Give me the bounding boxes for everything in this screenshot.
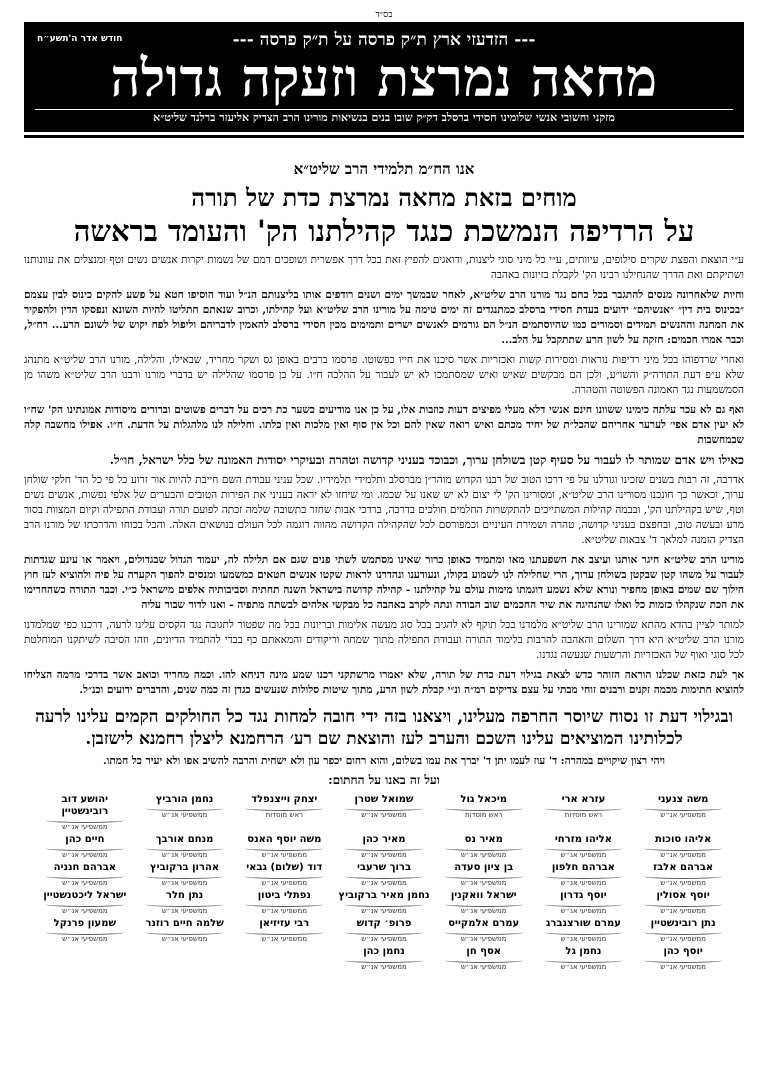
- signature-title: ממשפיעי אנ״ש: [161, 935, 208, 943]
- signature-name: ישראל ליכטנשטיין: [43, 890, 127, 901]
- signature: [537, 918, 631, 943]
- signature-name: רבי עזיזיאן: [259, 918, 310, 929]
- signature: [537, 890, 631, 915]
- signature-name: בן ציון סעדה: [454, 862, 514, 873]
- signature-name: אסף חן: [466, 946, 502, 957]
- signature-title: ממשפיעי אנ״ש: [161, 907, 208, 915]
- closing-prayer: ויהי רצון שיקויים במהרה: ד' עוז לעמו יתן ד' יברך את עמו בשלום, והוא רחום יכפר עון ולא ישחית והרבה להשיב אפו ולא יעיר כל חמתו.: [103, 755, 665, 767]
- body-text: [24, 253, 744, 698]
- signature-title: ממשפיעי אנ״ש: [660, 851, 706, 859]
- signature-title: ממשפיעי אנ״ש: [261, 851, 308, 859]
- signature: [437, 946, 531, 971]
- signature: [636, 946, 730, 971]
- signature-title: ממשפיעי אנ״ש: [361, 963, 407, 971]
- signature-title: ממשפיעי אנ״ש: [560, 907, 607, 915]
- banner-title: מחאה נמרצת וזעקה גדולה: [110, 48, 658, 109]
- signature-name: יהושע דוב רובינשטיין: [61, 794, 109, 817]
- signature: [337, 946, 431, 971]
- signature-title: ממשפיעי אנ״ש: [660, 879, 706, 887]
- signature: [636, 794, 730, 831]
- signature-name: עמרם אלמקייס: [448, 918, 520, 929]
- signature-name: אברהם חלפון: [551, 862, 615, 873]
- signature-name: עמרם שורצנברג: [545, 918, 621, 929]
- signature-name: נפתלי ביטון: [257, 890, 311, 901]
- signature-name: נתן רובינשטיין: [650, 918, 716, 929]
- signature-title: ממשפיעי אנ״ש: [460, 851, 507, 859]
- signature-name: מיכאל גול: [460, 794, 508, 805]
- signature-title: ממשפיעי אנ״ש: [361, 811, 407, 819]
- signature: [537, 794, 631, 831]
- signature-name: שמעון פרנקל: [53, 918, 117, 929]
- signature-title: ממשפיעי אנ״ש: [261, 935, 308, 943]
- signature: [437, 918, 531, 943]
- header-banner: [24, 22, 744, 132]
- signature-name: יצחק וייצנפלד: [251, 794, 318, 805]
- signature-name: מאיר כהן: [362, 834, 406, 845]
- signature-name: נחמן הורביץ: [155, 794, 214, 805]
- signature-title: ממשפיעי אנ״ש: [161, 811, 208, 819]
- signature-title: ממשפיעי אנ״ש: [560, 879, 607, 887]
- signature: [337, 794, 431, 831]
- signature-name: יוסף גדרון: [560, 890, 607, 901]
- signature: [537, 834, 631, 859]
- signature-name: ברוך שרעבי: [356, 862, 412, 873]
- signature-title: ממשפיעי אנ״ש: [660, 811, 706, 819]
- proclamation-page: [24, 10, 744, 1082]
- signature: [237, 834, 331, 859]
- signature-name: משה יוסף האנס: [247, 834, 322, 845]
- signature-name: עזרא ארי: [561, 794, 606, 805]
- heading-protest: מוחים בזאת מחאה נמרצת כדת של תורה: [191, 183, 577, 212]
- big-statement: ובגילוי דעת זו נסוח שיוסר החרפה מעלינו, ויצאנו בזה ידי חובה למחות נגד כל החולקים הקמים עלינו לרעה לכלותינו המוציאים עלינו השכם והערב לעז והוצאת שם רע׳ הרחמנא ליצלן רחמנא לישזבן.: [35, 707, 733, 749]
- paragraph-8: למותר לציין בהדא מהתא שמורינו הרב שליט״א מלמדנו בכל תוקף לא להגיב בכל סוג מעשה אלימות ובריונות בכל מה שפטור לתגובה נגד הקסים עלינו לרעה, דרכנו כפי שמלמדנו מורנו הרב שליט״א היא דרך השלום והאהבה להרבות בלימוד התורה ועבודת התפילה מתוך שמחה וריקודים והמאאתם כף בבדי להתמיד הדיונים, וזהו הסיבה לשיתקנו המוחלטת לכל סוגי ואוף של האכזריות והרשעות שנעשה נגדנו.: [24, 619, 744, 661]
- signature-title: ממשפיעי אנ״ש: [361, 907, 407, 915]
- signature-name: אליהו מזרחי: [554, 834, 612, 845]
- signature-title: ממשפיעי אנ״ש: [261, 879, 308, 887]
- signature-name: אהרון ברקוביץ: [150, 862, 220, 873]
- signature-name: יוסף אסולין: [656, 890, 710, 901]
- signature: [636, 834, 730, 859]
- signature-title: ראש מוסדות: [465, 811, 503, 819]
- paragraph-5: כאילו ויש אדם שמותר לו לעבור על סעיף קטן בשולחן ערוך, וכבוכד בעניני קדושה וטהרה ובעיקרי יסודות האמונה של כלל ישראל, חו״ל.: [109, 453, 744, 467]
- signature: [237, 890, 331, 915]
- signature: [138, 890, 232, 915]
- signature-title: ממשפיעי אנ״ש: [660, 935, 706, 943]
- signature-list: [24, 794, 744, 971]
- signature-title: ממשפיעי אנ״ש: [660, 907, 706, 915]
- signature-name: דוד (שלום) גבאי: [246, 862, 323, 873]
- signature-title: ממשפיעי אנ״ש: [660, 963, 706, 971]
- signature-title: ממשפיעי אנ״ש: [460, 879, 507, 887]
- signature: [237, 794, 331, 831]
- signature-name: יוסף כהן: [663, 946, 703, 957]
- signature-name: שלמה חיים רוזנר: [145, 918, 224, 929]
- signature-name: נחמן כהן: [363, 946, 405, 957]
- signature-name: מנחם אורבך: [155, 834, 214, 845]
- signature: [337, 890, 431, 915]
- signature-name: אברהם חנניה: [53, 862, 117, 873]
- signature-name: פרופ׳ קדוש: [356, 918, 412, 929]
- signatures-header: ועל זה באנו על החתום:: [328, 773, 440, 787]
- signature-name: אברהם אלבז: [653, 862, 714, 873]
- paragraph-7: מורינו הרב שליט״א חיגר אותנו ועיצב את השפעתנו מאו ומתמיד כאופן כרור שאינו מסתמש לשתי פנים שגם אם תלילה לה, יעמוד הגדול שבגדולים, ויאמר או עינע שגדתות לעבור על משהו קטן שבקטן בשולחן ערוך, הרי שחלילה לנו לשמוע בקולו, ונעודענו ונהדרנו לראות שקטו אנשים חטאים כמשמעו ומנסים להפוך הקערה על פיה ולהוציא לעז חוץ הילוך שם שמים באופן מחפיר ונורא שלא נשמע דוגמתו מימות עולם על קהילתנו - קהילה קדושה בישראל השנה תחתיה וסביבותיה אלפים מישראל כ״י. וכבר התורה כשהחרימו את הכת שנקהלו כזמות כל ואלו שהנהיגה את שיר החכמים שוב הבודה ונתה לקרב באהבה כל מבקשי אלהים לבשתה מתפיה - ואנו לדור שבור עליה: [24, 554, 744, 611]
- signature: [138, 918, 232, 943]
- signature-title: ממשפיעי אנ״ש: [460, 907, 507, 915]
- signature-name: מאיר נס: [464, 834, 503, 845]
- signature-title: ממשפיעי אנ״ש: [62, 935, 108, 943]
- signature-name: נחמן מאיר ברקוביץ: [338, 890, 430, 901]
- signature: [237, 918, 331, 943]
- signature-title: ראש מוסדות: [564, 811, 603, 819]
- signature: [636, 890, 730, 915]
- signature: [38, 918, 132, 943]
- top-note: בס״ד: [375, 10, 393, 20]
- signature: [636, 918, 730, 943]
- banner-strip: מזקני וחשובי אנשי שלומינו חסידי ברסלב דק״ק שובו בנים בנשיאות מורינו הרב הצדיק אליעזר ברלנד שליט״א: [35, 109, 733, 126]
- paragraph-1: ע״י הוצאת והפצת שקרים סילופים, עיוותים, ע״י כל מיני סוגי ליצנות, ודואגים להפיץ זאת בכל דרך אפשרית ושופכים דמם של נשמות יקרות אנשים נשים וטף ומנצלים את עוונותנו ושתיקתם ואת הדרך שהנחילנו רבינו הק' לקבלת בזיונות באהבה: [24, 254, 744, 281]
- signature: [437, 890, 531, 915]
- signature: [337, 862, 431, 887]
- signature: [38, 862, 132, 887]
- signature-title: ממשפיעי אנ״ש: [361, 851, 407, 859]
- signature-title: ממשפיעי אנ״ש: [62, 879, 108, 887]
- signature: [437, 794, 531, 831]
- signature-title: ממשפיעי אנ״ש: [361, 935, 407, 943]
- divider: [24, 135, 744, 138]
- signature: [138, 834, 232, 859]
- signature-title: ממשפיעי אנ״ש: [161, 879, 208, 887]
- signature: [337, 918, 431, 943]
- paragraph-2: וחיות שלאחרונה מנסים להתגבר בכל כחם נגד מורנו הרב שליט״א, לאחר שבמשך ימים ושנים רודפים אותו בליצנותם הנ״ל ועוד הוסיפו חטא על פשע להקים כינוס לבין עצמם ״בכינוס בית דין״ ״אנשיהם״ ידועים בעדת חסידי ברסלב כמתנגדים זה ימים טימה על מורינו הרב שליט״א ועל קהילתו, וכרוב שנאתם חתליטו להיות השונא ונפסקו הדין ולהפקיר את המחנה וההנשים תמידים וסמורים כמו שהיוסתמים הנ״ל הם גורמים לאנשים ישרים ותמימים מכין חסידי ברסלב להאמין לדבריהם וליפול לפח יקוש של לשונם הרע... רח״ל, וכבר אמרו חכמים: חזקה על לשון הרע שתתקבל על הלב...: [24, 289, 744, 346]
- signature: [537, 946, 631, 971]
- heading-persecution: על הרדיפה הנמשכת כנגד קהילתנו הק' והעומד בראשה: [73, 214, 695, 248]
- banner-subtitle: --- הזדעזי ארץ ת״ק פרסה על ת״ק פרסה ---: [232, 30, 536, 50]
- signature: [138, 862, 232, 887]
- signature-title: ממשפיעי אנ״ש: [62, 851, 108, 859]
- paragraph-9: אך לעת כזאת שכלנו הוראה הזוהר כדש לצאת בגילוי דעת כדת של תורה, שלא יאמרו מרשתקני רכנו שמע מינה דניחא להו. וכמה מחריד וכואב אשר בדרכי מרמה הצליחו להוציא חתימות מכמה זקנים ורבנים זוחי מבתי על עצם צדיקים רמ״ה ונ״י קבלת לשון הרע, מתוך שיטות סלולות שנעשים כגדן זה כמה שנים, והדברים ידועים וכנ״ל.: [24, 669, 744, 696]
- signature-title: ממשפיעי אנ״ש: [261, 907, 308, 915]
- signature-title: ממשפיעי אנ״ש: [560, 935, 607, 943]
- signature-title: ממשפיעי אנ״ש: [62, 907, 108, 915]
- signature: [138, 794, 232, 831]
- heading-signers: אנו הח״מ תלמידי הרב שליט״א: [293, 160, 475, 178]
- signature-name: משה צנעני: [657, 794, 709, 805]
- signature: [636, 862, 730, 887]
- signature-title: ממשפיעי אנ״ש: [62, 823, 108, 831]
- signature-name: נחמן גל: [565, 946, 602, 957]
- signature-title: ממשפיעי אנ״ש: [361, 879, 407, 887]
- signature-title: ממשפיעי אנ״ש: [460, 963, 507, 971]
- signature: [38, 890, 132, 915]
- signature: [38, 834, 132, 859]
- date-label: חודש אדר ה'תשע״ח: [37, 34, 123, 44]
- paragraph-3: ואחרי שרדפוהו בכל מיני רדיפות נוראות ומסירות קשות ואכזריות אשר סיכנו את חייו כפשוטו. פרסמו ברבים באופן גס ושקר מחריד, שבאילו, והלילה, מורנו הרב שליט״א מתנהג שלא ע״פ דעת התורה״ק והשו״ע, ולכן הם מבקשים שאיש ואיש שמסתמכו לא יש לעבור על ההלכה ח״ו. על כן פרסמו שהלילה יש בדברי מורנו ורבנו הרב שליט״א משהו מן הסמשמעות נגד האמונה הפשוטה והטהרה.: [24, 354, 744, 396]
- signature-title: ממשפיעי אנ״ש: [161, 851, 208, 859]
- signature: [38, 794, 132, 831]
- signature-title: ממשפיעי אנ״ש: [560, 963, 607, 971]
- signature-name: אליהו סוכות: [655, 834, 712, 845]
- signature-name: נתן חלר: [165, 890, 204, 901]
- signature: [437, 862, 531, 887]
- signature-name: חיים כהן: [65, 834, 105, 845]
- signature-title: ממשפיעי אנ״ש: [560, 851, 607, 859]
- signature: [537, 862, 631, 887]
- signature-name: ישראל וואקנין: [450, 890, 517, 901]
- signature-title: ממשפיעי אנ״ש: [460, 935, 507, 943]
- signature-name: שמואל שטרן: [354, 794, 414, 805]
- signature: [237, 862, 331, 887]
- signature: [437, 834, 531, 859]
- paragraph-4: ואף גם לא עכר עלתה כימינו ששוונו חינם אנשי דלא מעלי מפיצים דעות כוזבות אלו, על כן אנו מודיעים כשער כת רכים על דברים פשוטים וברורים מיסודות אמונתינו הק' שח״ו לא יעין אדם אפי׳ לערער אחריהם שהכל״ת של יחיד מכתם ואיש רואה שאין להם וכל אין סוף ואין מלכות ואין כלתו. וחלילה לנו מלהגלות על הדעת. ח״ו. אפילו מחשבה קלה שבמחשבות: [24, 404, 744, 446]
- paragraph-6: אדרבה, זה רבות בשנים שזכינו וגודלנו על פי דרכו הטוב של רבנו הקדוש מוהר״ן מברסלב ותלמידי תלמידיו. שכל עניני עבודת השם חייבת להיות אור זרוע כל פי כל הד' חלקי שולחן ערוך, וכאשר כך חונכנו מסורינו הרב שליט״א, ומסורינו הק' לי יצום לא יש שאנו על שכמו. ומי שיחזו לא יראה בעניני את הפירות הטובים והבערים של אלפי נפשות, אנשים נשים וטף, שיש בקהילתנו הק', ובבמה קהילות המשתייכים להתקשרות החלמים חולכים בדרכה, ברדכי אבות שחזר בתשובה שלמה זכתה לפועם תורה ועבודת התפילה וקיום המצוות בסור מרע ובעשה טוב, ובחפצם בעניני קדושה, טהרה ושמירת העיניים וכמפורסם לכל שהקהילה הקדושה מהווה דוגמה לכל העולם בנושאים האלה. והכל בכוחו והדרכתו של מורנו הרב הצדיק הזמנה למלאך ד' צבאות שליט״א.: [24, 474, 744, 546]
- signature-title: ראש מוסדות: [265, 811, 303, 819]
- signature: [337, 834, 431, 859]
